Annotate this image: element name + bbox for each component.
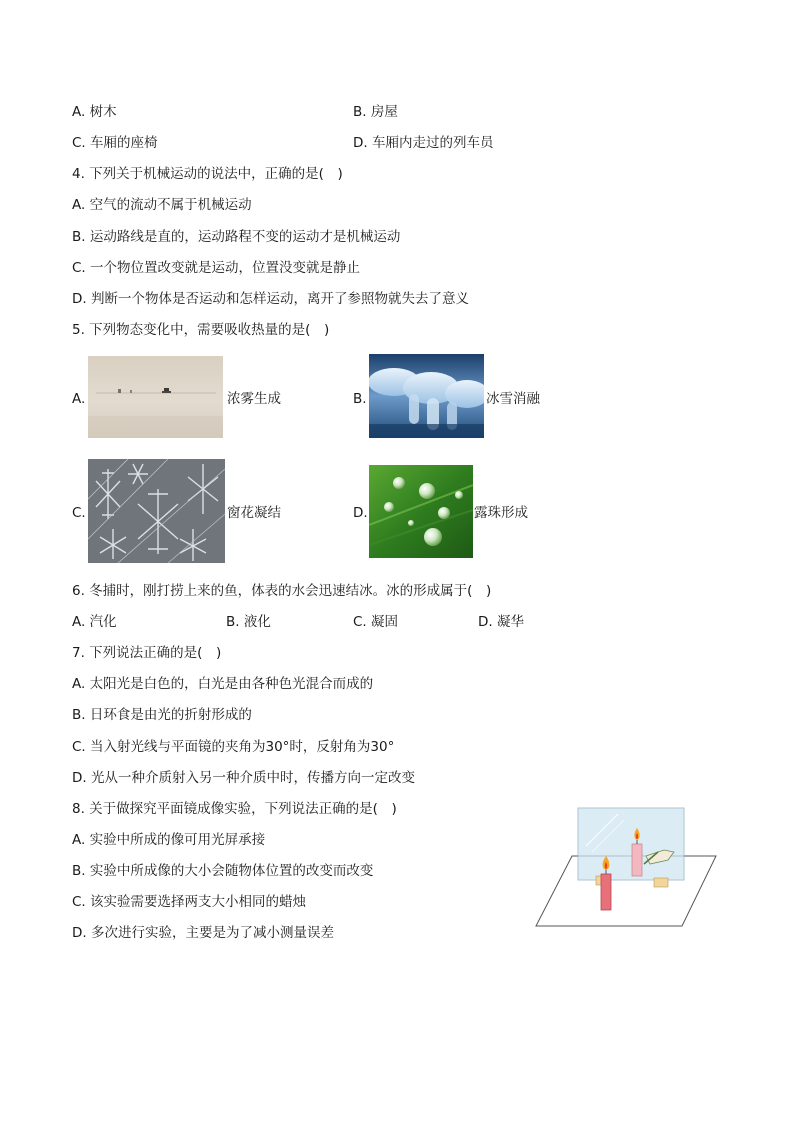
- q7-option-d: D. 光从一种介质射入另一种介质中时，传播方向一定改变: [72, 770, 415, 786]
- q5-option-d-letter: D.: [353, 505, 368, 521]
- melting-ice-photo: [369, 354, 484, 438]
- q5-option-d-caption: 露珠形成: [474, 505, 528, 521]
- q8-stem: 8. 关于做探究平面镜成像实验，下列说法正确的是( ): [72, 801, 397, 817]
- q7-option-a: A. 太阳光是白色的，白光是由各种色光混合而成的: [72, 676, 374, 692]
- q3-option-a: A. 树木: [72, 104, 117, 120]
- q8-option-c: C. 该实验需要选择两支大小相同的蜡烛: [72, 894, 307, 910]
- q5-option-b-letter: B.: [353, 391, 367, 407]
- q8-option-d: D. 多次进行实验，主要是为了减小测量误差: [72, 925, 334, 941]
- q4-option-d: D. 判断一个物体是否运动和怎样运动，离开了参照物就失去了意义: [72, 291, 469, 307]
- q7-stem: 7. 下列说法正确的是( ): [72, 645, 222, 661]
- q7-option-c: C. 当入射光线与平面镜的夹角为30°时，反射角为30°: [72, 739, 395, 755]
- q8-option-b: B. 实验中所成像的大小会随物体位置的改变而改变: [72, 863, 374, 879]
- q3-option-b: B. 房屋: [353, 104, 398, 120]
- q5-option-a-letter: A.: [72, 391, 86, 407]
- q5-option-c-caption: 窗花凝结: [227, 505, 281, 521]
- q6-option-d: D. 凝华: [478, 614, 524, 630]
- q4-stem: 4. 下列关于机械运动的说法中，正确的是( ): [72, 166, 343, 182]
- frost-pattern-photo: [88, 459, 225, 563]
- q5-option-c-letter: C.: [72, 505, 86, 521]
- q7-option-b: B. 日环食是由光的折射形成的: [72, 707, 252, 723]
- dew-drops-photo: [369, 465, 473, 558]
- fog-photo: [88, 356, 223, 438]
- q5-option-a-caption: 浓雾生成: [227, 391, 281, 407]
- q4-option-c: C. 一个物位置改变就是运动，位置没变就是静止: [72, 260, 361, 276]
- q6-option-b: B. 液化: [226, 614, 271, 630]
- q5-option-b-caption: 冰雪消融: [486, 391, 540, 407]
- q4-option-b: B. 运动路线是直的，运动路程不变的运动才是机械运动: [72, 229, 401, 245]
- q6-option-a: A. 汽化: [72, 614, 117, 630]
- q6-option-c: C. 凝固: [353, 614, 399, 630]
- q3-option-c: C. 车厢的座椅: [72, 135, 158, 151]
- q6-stem: 6. 冬捕时，刚打捞上来的鱼，体表的水会迅速结冰。冰的形成属于( ): [72, 583, 492, 599]
- q8-option-a: A. 实验中所成的像可用光屏承接: [72, 832, 266, 848]
- q5-stem: 5. 下列物态变化中，需要吸收热量的是( ): [72, 322, 330, 338]
- plane-mirror-experiment-illustration: [534, 806, 720, 930]
- q4-option-a: A. 空气的流动不属于机械运动: [72, 197, 252, 213]
- q3-option-d: D. 车厢内走过的列车员: [353, 135, 494, 151]
